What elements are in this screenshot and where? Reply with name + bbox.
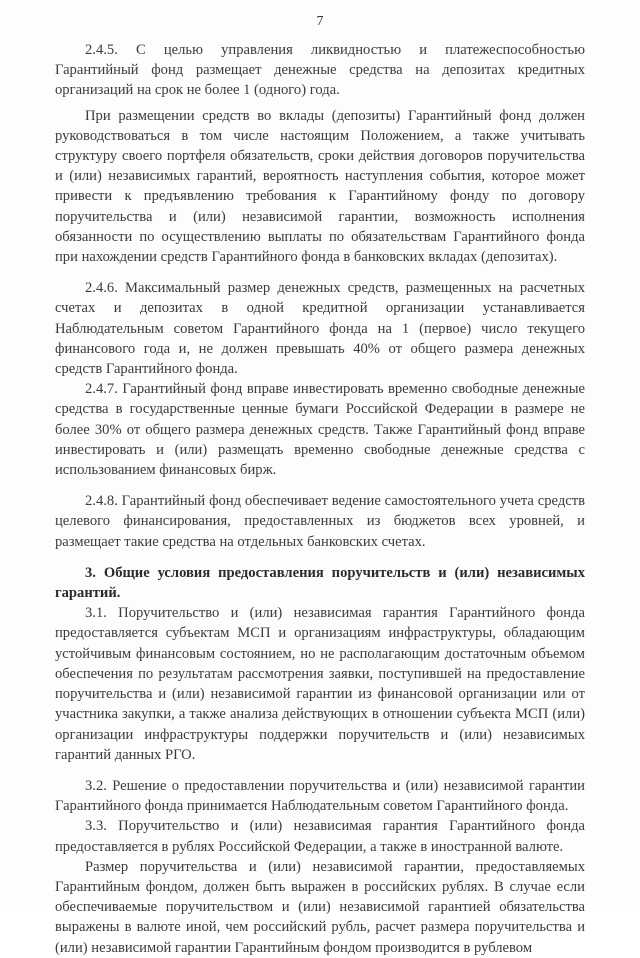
- paragraph-2-4-8: 2.4.8. Гарантийный фонд обеспечивает ведение самостоятельного учета средств целевого финансирования, предоставленных из бюджетов всех уровней, и размещает такие средства на отдельных банковских счетах.: [55, 493, 585, 550]
- paragraph-deposit-placement: При размещении средств во вклады (депозиты) Гарантийный фонд должен руководствоваться в том числе настоящим Положением, а также учитывать структуру своего портфеля обязательств, сроки действия договоров поручительства и (или) независимых гарантий, вероятность наступления события, которое может привести к предъявлению требования к Гарантийному фонду по договору поручительства и (или) независимой гарантии, возможность исполнения обязанности по осуществлению выплаты по обязательствам Гарантийного фонда при нахождении средств Гарантийного фонда в банковских вкладах (депозитах).: [55, 107, 585, 266]
- paragraph-2-4-6: 2.4.6. Максимальный размер денежных средств, размещенных на расчетных счетах и депозитах в одной кредитной организации устанавливается Наблюдательным советом Гарантийного фонда на 1 (первое) число текущего финансового года и, не должен превышать 40% от общего размера денежных средств Гарантийного фонда.: [55, 280, 585, 378]
- document-body: [55, 40, 585, 958]
- section-heading-3: 3. Общие условия предоставления поручительств и (или) независимых гарантий.: [55, 564, 585, 602]
- paragraph-3-3: 3.3. Поручительство и (или) независимая гарантия Гарантийного фонда предоставляется в рублях Российской Федерации, а также в иностранной валюте.: [55, 818, 585, 855]
- paragraph-2-4-7: 2.4.7. Гарантийный фонд вправе инвестировать временно свободные денежные средства в государственные ценные бумаги Российской Федерации в размере не более 30% от общего размера денежных средств. Также Гарантийный фонд вправе инвестировать и (или) размещать временно свободные денежные средства с использованием финансовых бирж.: [55, 381, 585, 479]
- paragraph-2-4-5: 2.4.5. С целью управления ликвидностью и платежеспособностью Гарантийный фонд размещает денежные средства на депозитах кредитных организаций на срок не более 1 (одного) года.: [55, 42, 585, 99]
- paragraph-3-2: 3.2. Решение о предоставлении поручительства и (или) независимой гарантии Гарантийного фонда принимается Наблюдательным советом Гарантийного фонда.: [55, 777, 585, 815]
- paragraph-guarantee-currency: Размер поручительства и (или) независимой гарантии, предоставляемых Гарантийным фондом, должен быть выражен в российских рублях. В случае если обеспечиваемые поручительством и (или) независимой гарантией обязательства выражены в валюте иной, чем российский рубль, расчет размера поручительства и (или) независимой гарантии Гарантийным фондом производится в рублевом: [55, 858, 585, 956]
- paragraph-3-1: 3.1. Поручительство и (или) независимая гарантия Гарантийного фонда предоставляется субъектам МСП и организациям инфраструктуры, обладающим устойчивым финансовым состоянием, но не располагающим достаточным объемом обеспечения по результатам рассмотрения заявки, поступившей на предоставление поручительства и (или) независимой гарантии из финансовой организации или от участника закупки, а также анализа действующих в отношении субъекта МСП (или) организации инфраструктуры поддержки поручительств и (или) независимых гарантий данных РГО.: [55, 605, 585, 763]
- page-number: 7: [316, 14, 324, 29]
